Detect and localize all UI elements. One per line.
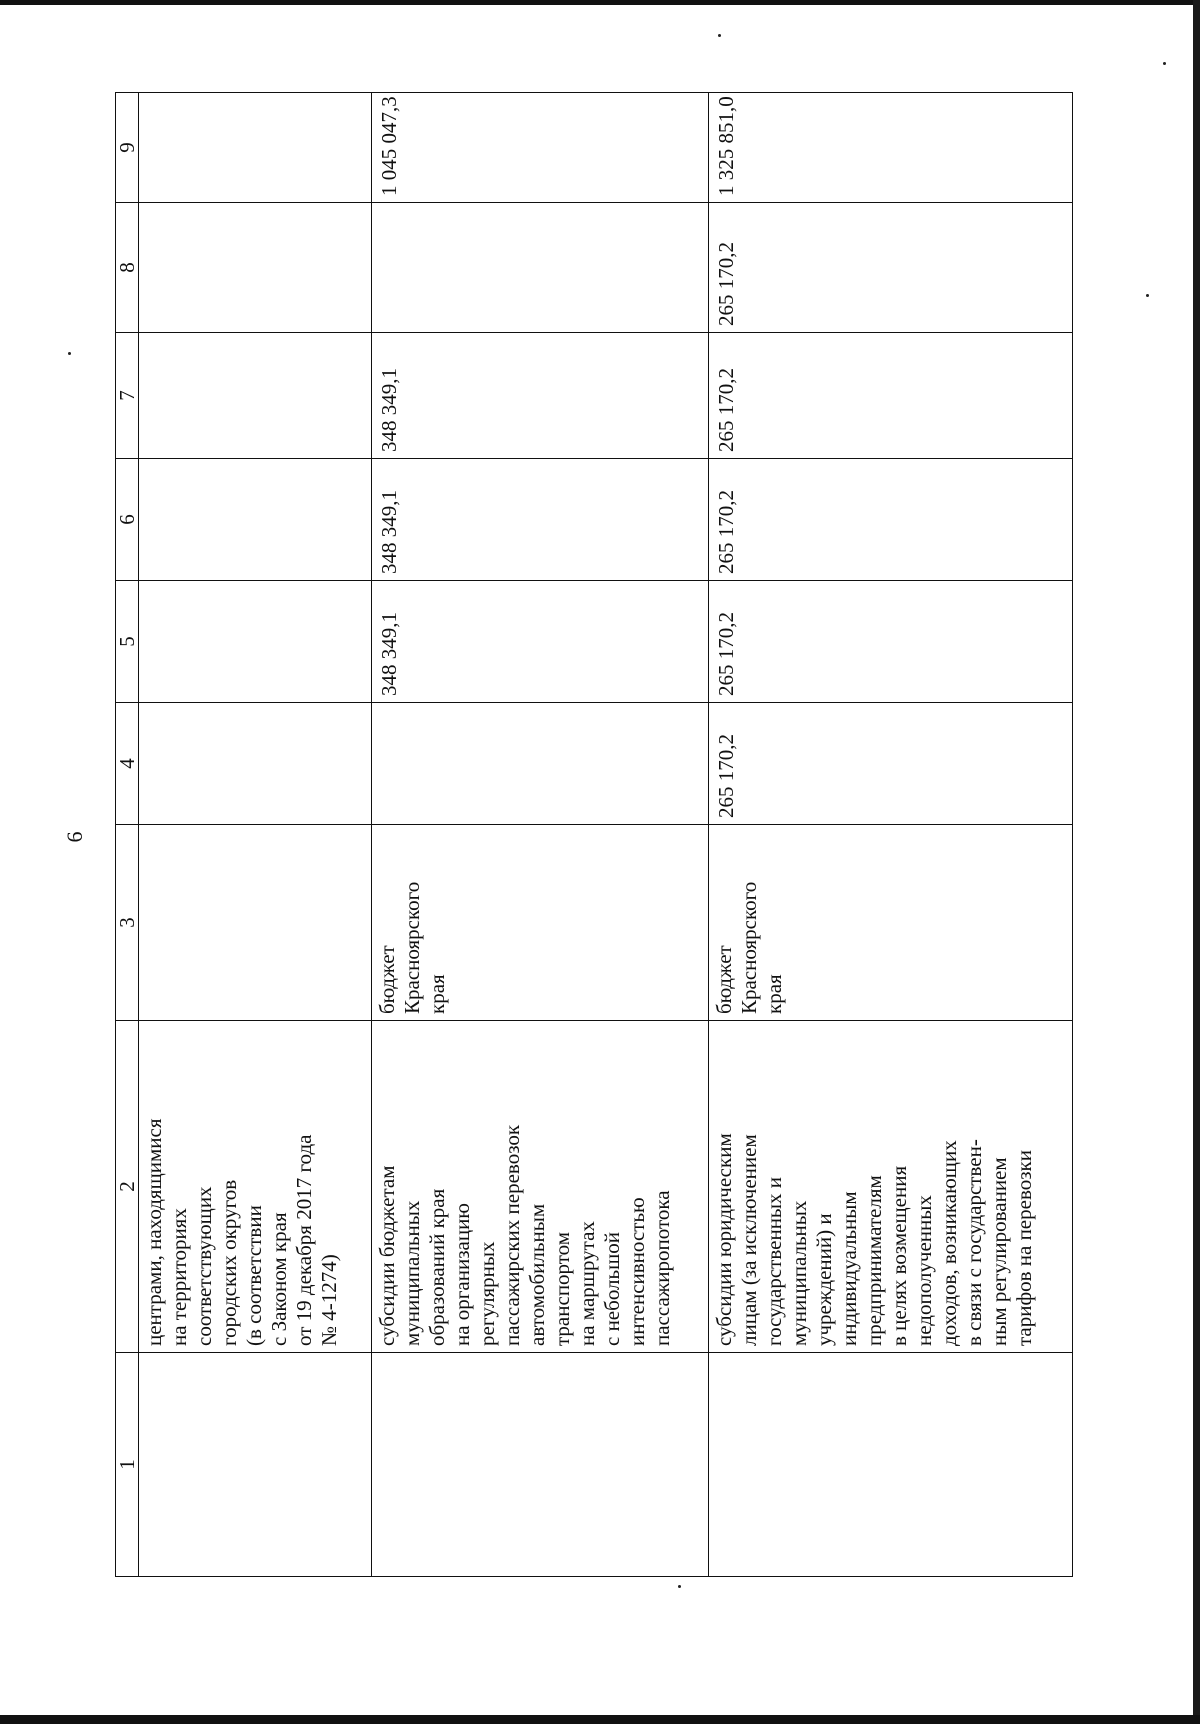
row1-col9 <box>139 93 372 203</box>
col-header-3: 3 <box>116 825 139 1021</box>
budget-table-rotated <box>115 96 1072 1577</box>
row2-col9: 1 045 047,3 <box>372 93 709 203</box>
col-header-5: 5 <box>116 581 139 703</box>
scan-speck <box>678 1585 681 1588</box>
row1-col8 <box>139 203 372 333</box>
scan-speck <box>718 34 721 37</box>
row2-source: бюджет Красноярского края <box>372 825 709 1021</box>
row1-col6 <box>139 459 372 581</box>
page-number: 6 <box>62 831 87 843</box>
header-row <box>116 93 139 1577</box>
scan-edge-top <box>0 0 1200 5</box>
col-header-9: 9 <box>116 93 139 203</box>
row3-description: субсидии юридическим лицам (за исключением государственных и муниципальных учреждений) и индивидуальным предпринимателям в целях возмещения недополученных доходов, возникающих в связи с государствен- ным регулированием тарифов на перевозки <box>709 1021 1073 1353</box>
row1-description: центрами, находящимися на территориях соответствующих городских округов (в соответствии с Законом края от 19 декабря 2017 года № 4-1274) <box>139 1021 372 1353</box>
col-header-4: 4 <box>116 703 139 825</box>
row2-description: субсидии бюджетам муниципальных образований края на организацию регулярных пассажирских перевозок автомобильным транспортом на маршрутах с небольшой интенсивностью пассажиропотока <box>372 1021 709 1353</box>
row3-col7: 265 170,2 <box>709 333 1073 459</box>
row1-col4 <box>139 703 372 825</box>
row1-col5 <box>139 581 372 703</box>
scan-edge-right <box>1193 0 1200 1724</box>
row2-col1 <box>372 1353 709 1577</box>
scan-edge-bottom <box>0 1715 1200 1724</box>
budget-table <box>115 92 1073 1577</box>
row2-col5: 348 349,1 <box>372 581 709 703</box>
scan-speck <box>1163 62 1166 65</box>
row3-col1 <box>709 1353 1073 1577</box>
col-header-2: 2 <box>116 1021 139 1353</box>
row2-col6: 348 349,1 <box>372 459 709 581</box>
col-header-8: 8 <box>116 203 139 333</box>
row2-col7: 348 349,1 <box>372 333 709 459</box>
col-header-1: 1 <box>116 1353 139 1577</box>
table-row <box>139 93 372 1577</box>
scan-speck <box>1146 294 1149 297</box>
row3-col5: 265 170,2 <box>709 581 1073 703</box>
row3-col8: 265 170,2 <box>709 203 1073 333</box>
table-row <box>372 93 709 1577</box>
col-header-7: 7 <box>116 333 139 459</box>
table-row <box>709 93 1073 1577</box>
scan-speck <box>68 352 71 355</box>
row1-col1 <box>139 1353 372 1577</box>
row3-col4: 265 170,2 <box>709 703 1073 825</box>
row3-col9: 1 325 851,0 <box>709 93 1073 203</box>
row2-col4 <box>372 703 709 825</box>
row3-col6: 265 170,2 <box>709 459 1073 581</box>
row3-source: бюджет Красноярского края <box>709 825 1073 1021</box>
row1-source <box>139 825 372 1021</box>
row1-col7 <box>139 333 372 459</box>
row2-col8 <box>372 203 709 333</box>
col-header-6: 6 <box>116 459 139 581</box>
